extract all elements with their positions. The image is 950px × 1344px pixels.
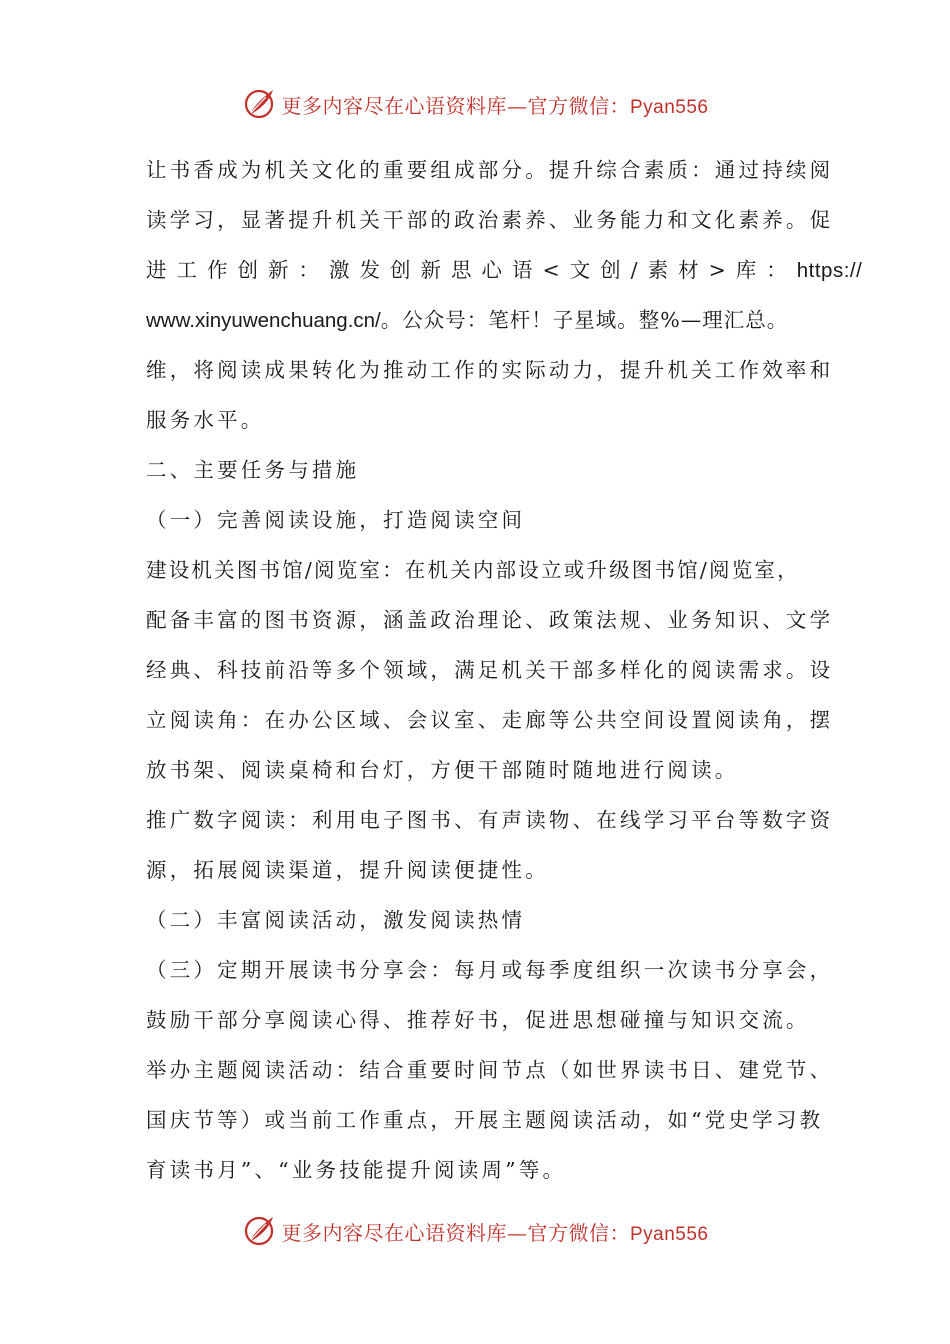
watermark-text: 更多内容尽在心语资料库—官方微信：Pyan556: [281, 1220, 709, 1245]
paragraph-line: www.xinyuwenchuang.cn/。公众号：笔杆！子星域。整%—理汇总。: [146, 308, 789, 332]
wechat-id: Pyan556: [629, 96, 709, 118]
watermark-footer: [0, 1211, 950, 1251]
paragraph-line: 放书架、阅读桌椅和台灯，方便干部随时随地进行阅读。: [146, 758, 739, 782]
paragraph-line: 经典、科技前沿等多个领域，满足机关干部多样化的阅读需求。设: [146, 658, 834, 682]
paragraph-line: 源，拓展阅读渠道，提升阅读便捷性。: [146, 858, 549, 882]
watermark-text: 更多内容尽在心语资料库—官方微信：Pyan556: [281, 93, 709, 118]
paragraph-line: 让书香成为机关文化的重要组成部分。提升综合素质：通过持续阅: [146, 158, 834, 182]
url-domain: www.xinyuwenchuang.cn/: [146, 309, 381, 332]
subsection-heading: （二）丰富阅读活动，激发阅读热情: [146, 908, 526, 932]
paragraph-line: 举办主题阅读活动：结合重要时间节点（如世界读书日、建党节、: [146, 1058, 834, 1082]
subsection-heading: （一）完善阅读设施，打造阅读空间: [146, 508, 526, 532]
watermark-header: [0, 84, 950, 124]
paragraph-line: 立阅读角：在办公区域、会议室、走廊等公共空间设置阅读角，摆: [146, 708, 834, 732]
section-heading: 二、主要任务与措施: [146, 458, 360, 482]
paragraph-line: 建设机关图书馆/阅览室：在机关内部设立或升级图书馆/阅览室，: [146, 558, 800, 582]
url-scheme: https://: [796, 259, 863, 282]
paragraph-line: （三）定期开展读书分享会：每月或每季度组织一次读书分享会，: [146, 958, 834, 982]
paragraph-line: 鼓励干部分享阅读心得、推荐好书，促进思想碰撞与知识交流。: [146, 1008, 810, 1032]
paragraph-line: 维，将阅读成果转化为推动工作的实际动力，提升机关工作效率和: [146, 358, 834, 382]
paragraph-line: 国庆节等）或当前工作重点，开展主题阅读活动，如“党史学习教: [146, 1108, 824, 1132]
paragraph-line: 配备丰富的图书资源，涵盖政治理论、政策法规、业务知识、文学: [146, 608, 834, 632]
paragraph-line: 进工作创新：激发创新思心语<文创/素材>库：https://: [146, 258, 863, 282]
feather-pen-logo-icon: [241, 86, 277, 122]
paragraph-line: 育读书月”、“业务技能提升阅读周”等。: [146, 1158, 567, 1182]
paragraph-line: 推广数字阅读：利用电子图书、有声读物、在线学习平台等数字资: [146, 808, 834, 832]
paragraph-line: 服务水平。: [146, 408, 265, 432]
wechat-id: Pyan556: [629, 1223, 709, 1245]
document-body: [146, 145, 863, 1195]
paragraph-line: 读学习，显著提升机关干部的政治素养、业务能力和文化素养。促: [146, 208, 834, 232]
feather-pen-logo-icon: [241, 1213, 277, 1249]
